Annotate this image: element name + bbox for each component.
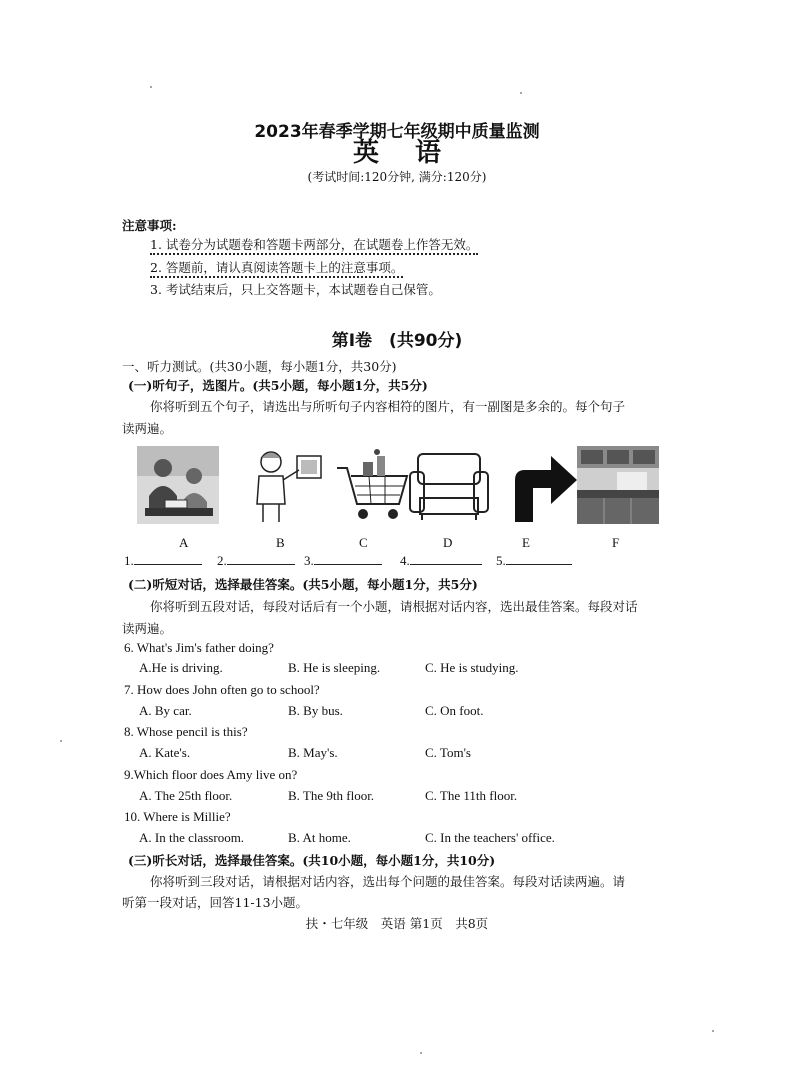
option-7a[interactable]: A. By car. [139, 703, 192, 718]
option-7c[interactable]: C. On foot. [425, 703, 484, 718]
sub1-instruction: 你将听到五个句子，请选出与所听句子内容相符的图片，有一副图是多余的。每个句子 [150, 399, 626, 414]
picture-label-e: E [522, 535, 530, 550]
option-10c[interactable]: C. In the teachers' office. [425, 830, 555, 845]
answer-blank[interactable] [134, 564, 202, 565]
answer-slot: 5. [496, 553, 572, 569]
page-footer: 扶・七年级 英语 第1页 共8页 [305, 916, 489, 931]
note-item: 1. 试卷分为试题卷和答题卡两部分，在试题卷上作答无效。 [150, 235, 478, 253]
question-10: 10. Where is Millie? [124, 809, 231, 824]
answer-slot: 4. [400, 553, 482, 569]
family-study-picture-icon [137, 446, 219, 524]
scan-speck [150, 86, 152, 88]
answer-blank[interactable] [314, 564, 382, 565]
question-9: 9.Which floor does Amy live on? [124, 767, 298, 782]
option-8c[interactable]: C. Tom's [425, 745, 471, 760]
sub3-instruction-cont: 听第一段对话，回答11-13小题。 [122, 895, 309, 910]
option-9a[interactable]: A. The 25th floor. [139, 788, 233, 803]
sub1-heading: (一)听句子，选图片。(共5小题，每小题1分，共5分) [128, 378, 428, 393]
answer-slot: 1. [124, 553, 202, 569]
scan-speck [712, 1030, 714, 1032]
scan-speck [60, 740, 62, 742]
sub2-instruction: 你将听到五段对话，每段对话后有一个小题，请根据对话内容，选出最佳答案。每段对话 [150, 599, 638, 614]
answer-slot: 3. [304, 553, 382, 569]
part1-heading: 一、听力测试。(共30小题，每小题1分，共30分) [122, 359, 397, 374]
picture-label-f: F [612, 535, 620, 550]
scan-speck [420, 1052, 422, 1054]
sub1-instruction-cont: 读两遍。 [122, 421, 173, 436]
subject-title: 英语 [352, 138, 477, 168]
option-9c[interactable]: C. The 11th floor. [425, 788, 518, 803]
sub3-instruction: 你将听到三段对话，请根据对话内容，选出每个问题的最佳答案。每段对话读两遍。请 [150, 874, 626, 889]
question-6: 6. What's Jim's father doing? [124, 640, 274, 655]
answer-blank[interactable] [227, 564, 295, 565]
teacher-board-picture-icon [243, 446, 325, 524]
shopping-cart-icon [333, 446, 415, 524]
option-8a[interactable]: A. Kate's. [139, 745, 191, 760]
notes-heading: 注意事项: [122, 218, 177, 233]
sub2-instruction-cont: 读两遍。 [122, 621, 173, 636]
option-10b[interactable]: B. At home. [288, 830, 351, 845]
answer-blank[interactable] [506, 564, 572, 565]
exam-info: (考试时间:120分钟, 满分:120分) [307, 170, 487, 184]
picture-label-c: C [359, 535, 368, 550]
picture-label-b: B [276, 535, 285, 550]
option-8b[interactable]: B. May's. [288, 745, 338, 760]
sub2-heading: (二)听短对话，选择最佳答案。(共5小题，每小题1分，共5分) [128, 577, 478, 592]
note-item: 2. 答题前，请认真阅读答题卡上的注意事项。 [150, 258, 403, 276]
picture-label-a: A [179, 535, 189, 550]
question-8: 8. Whose pencil is this? [124, 724, 248, 739]
option-7b[interactable]: B. By bus. [288, 703, 343, 718]
note-item: 3. 考试结束后，只上交答题卡，本试题卷自己保管。 [150, 282, 441, 297]
scan-speck [520, 92, 522, 94]
option-6b[interactable]: B. He is sleeping. [288, 660, 381, 675]
option-6a[interactable]: A.He is driving. [139, 660, 223, 675]
sofa-icon [408, 446, 490, 524]
kitchen-picture-icon [577, 446, 659, 524]
option-9b[interactable]: B. The 9th floor. [288, 788, 375, 803]
answer-slot: 2. [217, 553, 295, 569]
answer-blank[interactable] [410, 564, 482, 565]
sub3-heading: (三)听长对话，选择最佳答案。(共10小题，每小题1分，共10分) [128, 853, 496, 868]
picture-label-d: D [443, 535, 453, 550]
option-10a[interactable]: A. In the classroom. [139, 830, 245, 845]
option-6c[interactable]: C. He is studying. [425, 660, 519, 675]
section-title: 第I卷 (共90分) [331, 331, 463, 351]
question-7: 7. How does John often go to school? [124, 682, 320, 697]
exam-title: 2023年春季学期七年级期中质量监测 [254, 122, 540, 142]
